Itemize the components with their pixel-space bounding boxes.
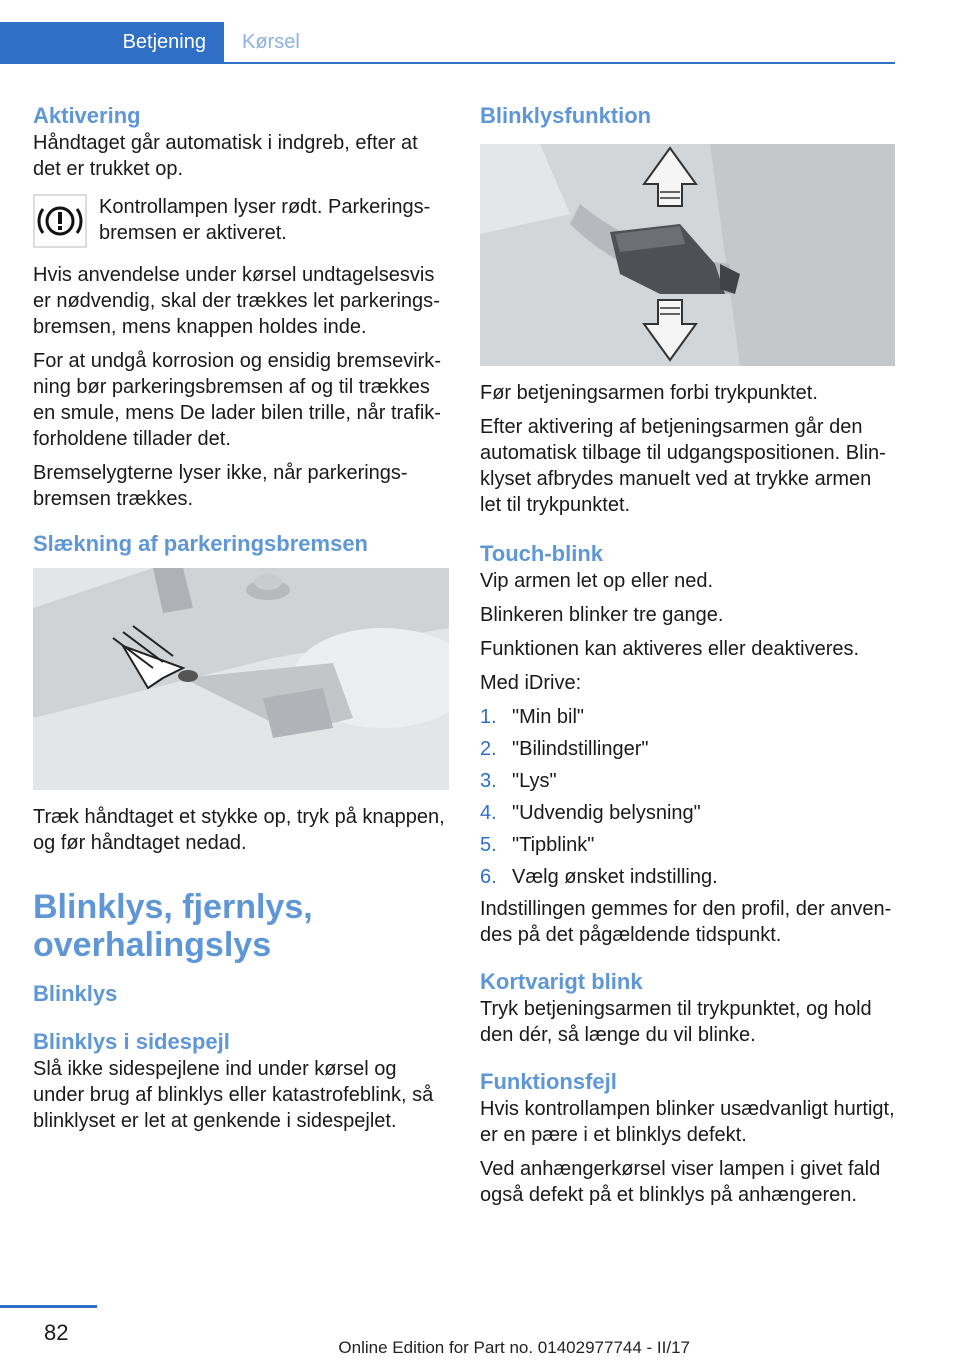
settings-note: Indstillingen gemmes for den profil, der anvendes på det pågældende tidspunkt. (480, 898, 892, 946)
list-item: 4. "Udvendig belysning" (480, 802, 701, 824)
tab-betjening[interactable]: Betjening (0, 22, 224, 62)
parking-brake-release-illustration (33, 568, 449, 790)
blinklysfunktion-text-1: Før betjeningsarmen forbi trykpunktet. (480, 382, 818, 404)
section-heading: Blinklys, fjernlys, overhalingslys (33, 888, 313, 964)
touch-blink-text-1: Vip armen let op eller ned. (480, 570, 714, 592)
blinklys-heading: Blinklys (33, 981, 118, 1006)
edition-note: Online Edition for Part no. 01402977744 - II/17 (338, 1338, 690, 1357)
turn-signal-lever-illustration (480, 144, 895, 366)
paragraph-emergency-use: Hvis anvendelse under kørsel undtagelsesvis er nødvendig, skal der trækkes let parkeringsbremsen, mens knappen holdes inde. (33, 264, 440, 338)
list-item: 3. "Lys" (480, 770, 557, 792)
sidespejl-heading: Blinklys i sidespejl (33, 1029, 230, 1054)
kortvarigt-blink-text: Tryk betjeningsarmen til trykpunktet, og hold den dér, så længe du vil blinke. (480, 998, 872, 1046)
funktionsfejl-text-2: Ved anhængerkørsel viser lampen i givet fald også defekt på et blinklys på anhængeren. (480, 1158, 881, 1206)
left-column (33, 102, 449, 1142)
footer-rule (0, 1305, 97, 1308)
blinklysfunktion-heading: Blinklysfunktion (480, 103, 652, 128)
warning-note (33, 194, 449, 248)
blinklysfunktion-text-2: Efter aktivering af betjeningsarmen går den automatisk tilbage til udgangspositionen. Blinklyset afbrydes manuelt ved at trykke armen let til trykpunktet. (480, 416, 886, 516)
list-item: 5. "Tipblink" (480, 834, 595, 856)
funktionsfejl-text-1: Hvis kontrollampen blinker usædvanligt hurtigt, er en pære i et blinklys defekt. (480, 1098, 895, 1146)
list-item: 1. "Min bil" (480, 706, 584, 728)
tab-korsel[interactable]: Kørsel (242, 31, 300, 53)
kortvarigt-blink-heading: Kortvarigt blink (480, 969, 643, 994)
list-item: 2. "Bilindstillinger" (480, 738, 649, 760)
aktivering-text: Håndtaget går automatisk i indgreb, efter at det er trukket op. (33, 132, 418, 180)
right-column (480, 102, 895, 1216)
page-number: 82 (44, 1320, 69, 1345)
touch-blink-text-4: Med iDrive: (480, 672, 582, 694)
sidespejl-text: Slå ikke sidespejlene ind under kørsel og under brug af blinklys eller katastrofeblink, så blinklyset er let at genkende i sidespejlet. (33, 1058, 434, 1132)
paragraph-corrosion: For at undgå korrosion og ensidig bremsevirkning bør parkeringsbremsen af og til trækkes en smule, mens De lader bilen trille, når trafikforholdene tillader det. (33, 350, 441, 450)
slaekning-heading: Slækning af parkeringsbremsen (33, 531, 368, 556)
paragraph-brake-lights: Bremselygterne lyser ikke, når parkeringsbremsen trækkes. (33, 462, 408, 510)
funktionsfejl-heading: Funktionsfejl (480, 1069, 617, 1094)
parking-brake-warning-icon (33, 194, 87, 248)
list-item: 6. Vælg ønsket indstilling. (480, 866, 718, 888)
chapter-tab-bar (0, 22, 895, 64)
touch-blink-text-3: Funktionen kan aktiveres eller deaktiveres. (480, 638, 860, 660)
touch-blink-text-2: Blinkeren blinker tre gange. (480, 604, 724, 626)
idrive-steps-list (480, 704, 895, 890)
slaekning-text: Træk håndtaget et stykke op, tryk på knappen, og før håndtaget nedad. (33, 806, 445, 854)
touch-blink-heading: Touch-blink (480, 541, 604, 566)
warning-text: Kontrollampen lyser rødt. Parkeringsbremsen er aktiveret. (99, 196, 431, 244)
aktivering-heading: Aktivering (33, 103, 141, 128)
